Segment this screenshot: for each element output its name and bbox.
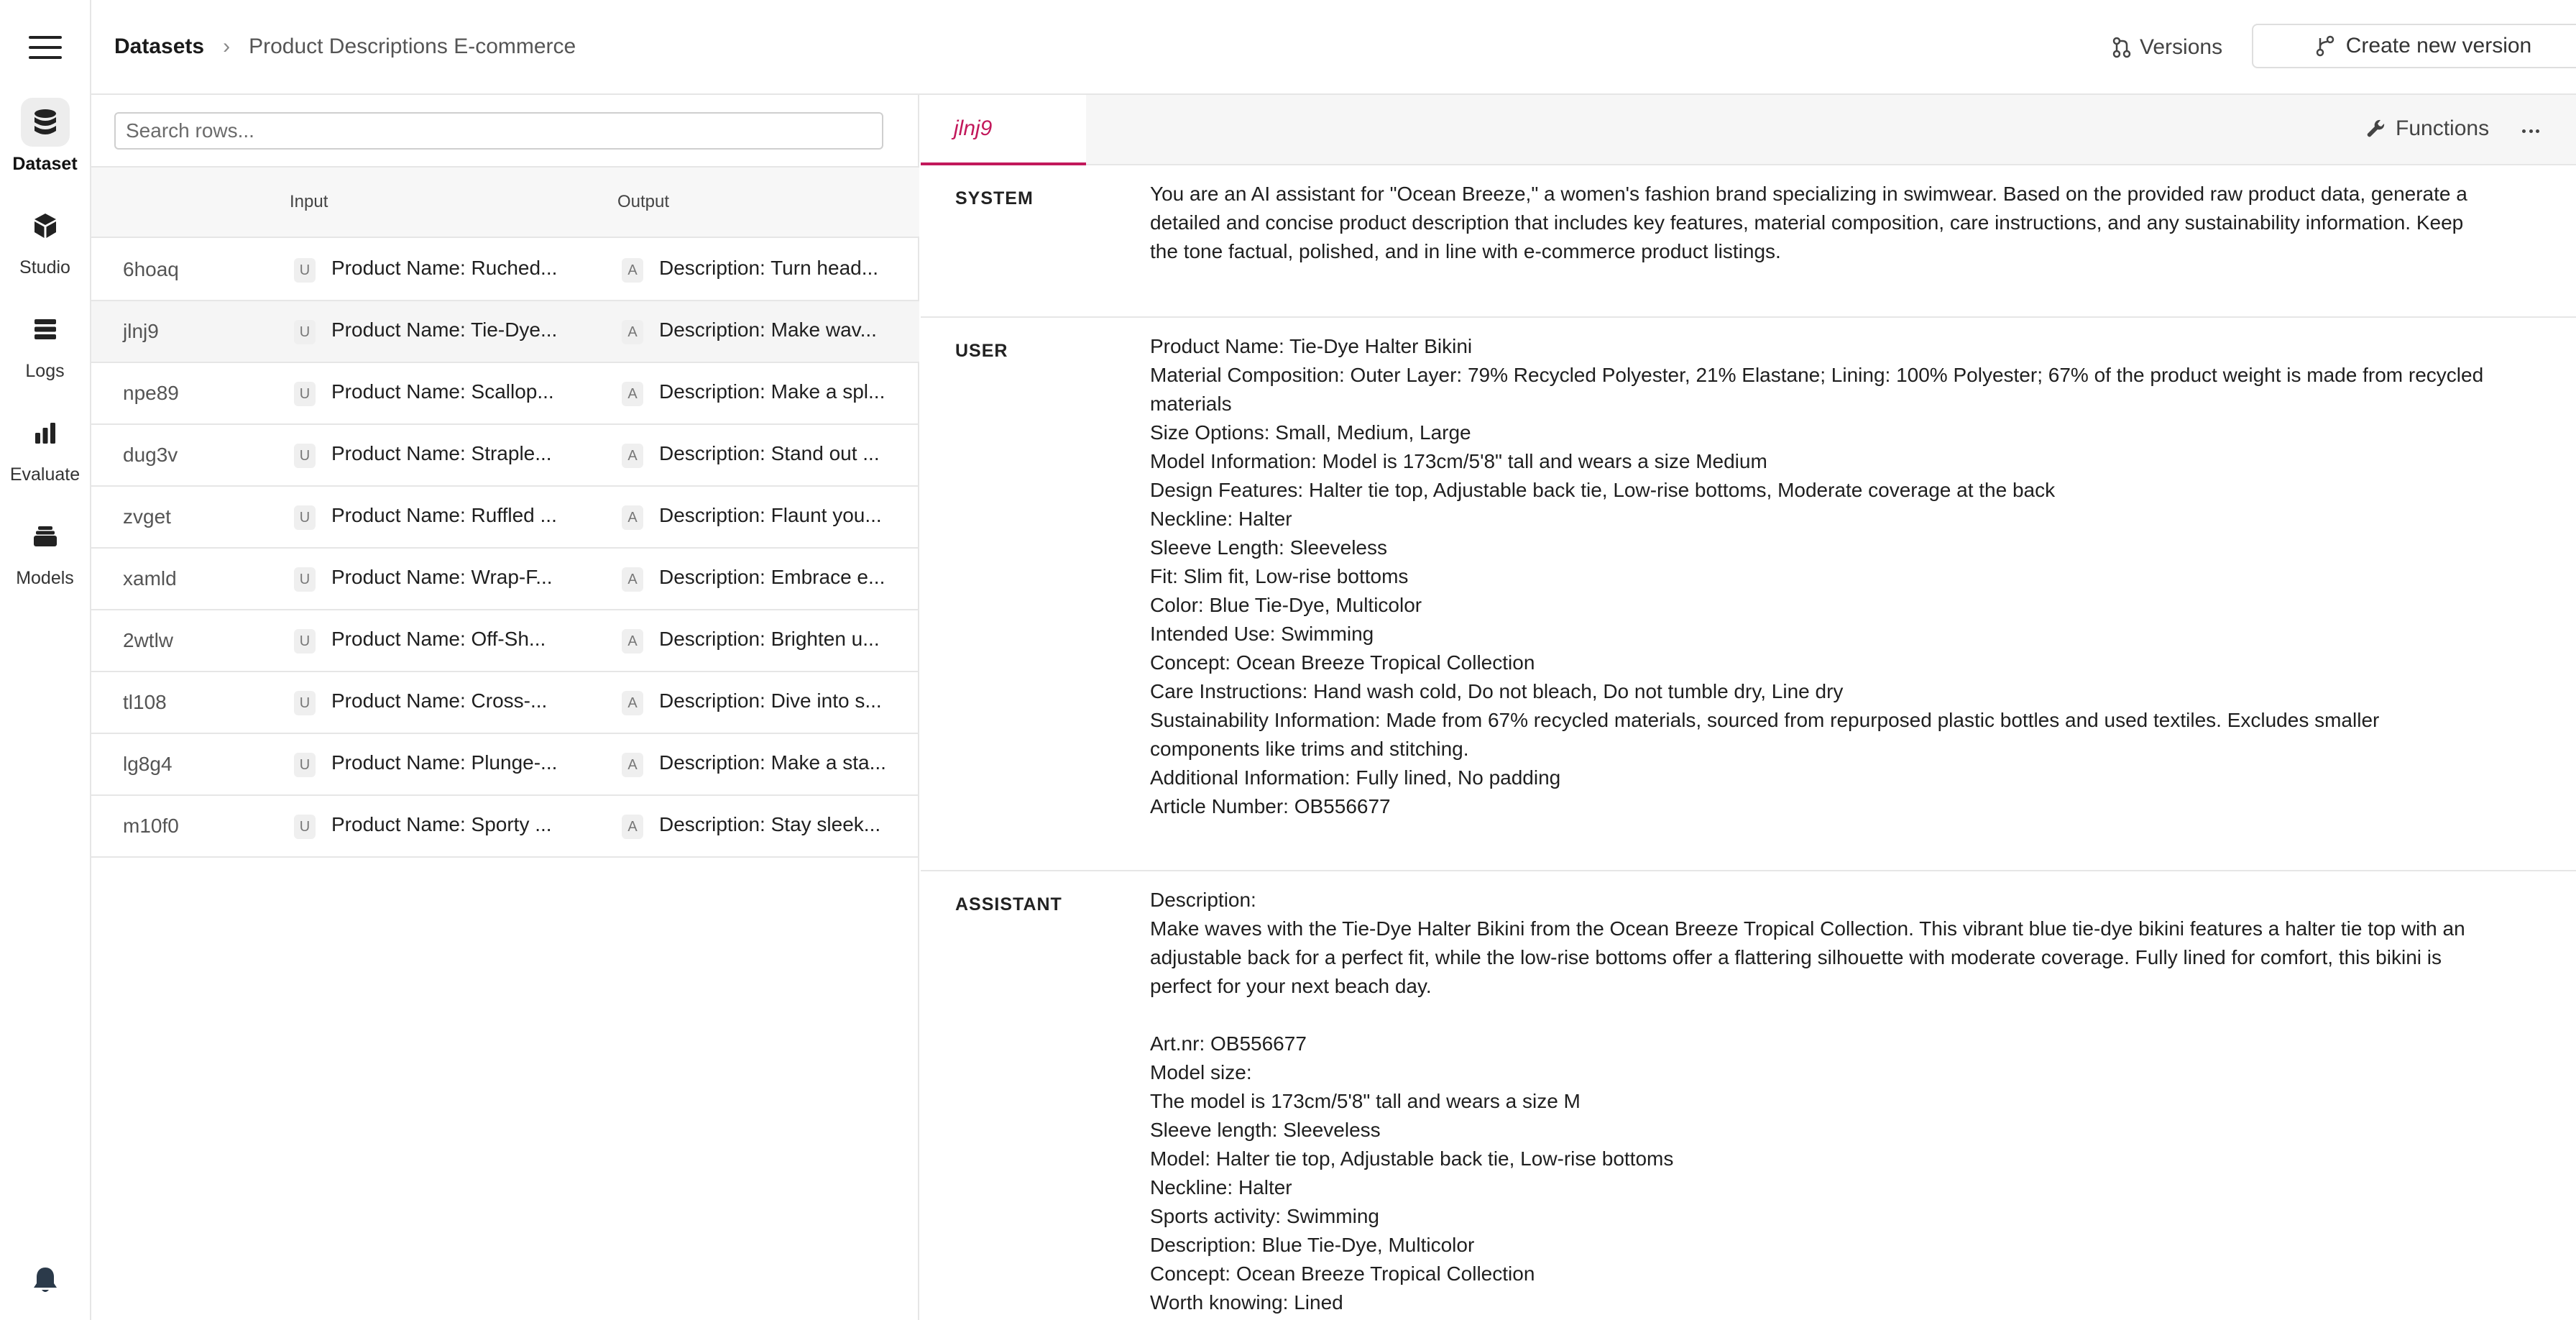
database-icon (21, 98, 70, 147)
detail-more-options-icon[interactable] (2522, 127, 2539, 135)
message-line: perfect for your next beach day. (1150, 975, 1432, 997)
message-line: Worth knowing: Lined (1150, 1291, 1343, 1314)
search-rows-input[interactable] (114, 112, 883, 150)
nav-label: Evaluate (9, 464, 80, 485)
row-id: npe89 (123, 382, 179, 404)
message-line: Sustainability Information: Made from 67% recycled materials, sourced from repurposed plastic bottles and used textiles. Excludes smaller (1150, 709, 2380, 731)
functions-button[interactable] (2365, 116, 2489, 141)
table-row[interactable] (91, 672, 919, 734)
nav-item-evaluate[interactable] (0, 408, 90, 485)
user-badge: U (294, 691, 316, 715)
message-line: the tone factual, polished, and in line with e-commerce product listings. (1150, 240, 1781, 262)
wrench-icon (2365, 118, 2387, 139)
breadcrumb-separator: › (223, 35, 231, 58)
nav-label: Dataset (12, 154, 78, 174)
list-icon (21, 305, 70, 354)
row-input-preview: Product Name: Sporty ... (331, 813, 552, 835)
user-badge: U (294, 258, 316, 283)
row-input-preview: Product Name: Scallop... (331, 380, 554, 403)
row-output-preview: Description: Make a sta... (659, 751, 886, 774)
nav-item-logs[interactable] (0, 305, 90, 382)
message-line: Concept: Ocean Breeze Tropical Collection (1150, 651, 1535, 674)
message-line: Art.nr: OB556677 (1150, 1032, 1307, 1055)
nav-item-studio[interactable] (0, 201, 90, 278)
message-content-system[interactable] (1150, 180, 2544, 266)
row-id: dug3v (123, 444, 178, 466)
message-content-user[interactable] (1150, 332, 2544, 821)
message-line: Care Instructions: Hand wash cold, Do not bleach, Do not tumble dry, Line dry (1150, 680, 1844, 702)
row-output-preview: Description: Brighten u... (659, 628, 880, 650)
role-label-user: USER (955, 341, 1008, 361)
row-output-preview: Description: Dive into s... (659, 689, 882, 712)
message-line: Concept: Ocean Breeze Tropical Collection (1150, 1262, 1535, 1285)
row-input-preview: Product Name: Straple... (331, 442, 552, 464)
functions-label: Functions (2396, 116, 2490, 140)
row-output-preview: Description: Flaunt you... (659, 504, 882, 526)
message-line: adjustable back for a perfect fit, while the low-rise bottoms offer a flattering silhouette with moderate coverage. Fully lined for comfort, this bikini is (1150, 946, 2442, 968)
breadcrumb-datasets-link[interactable]: Datasets (114, 35, 205, 58)
user-badge: U (294, 753, 316, 777)
message-line: Make waves with the Tie-Dye Halter Bikini from the Ocean Breeze Tropical Collection. This vibrant blue tie-dye bikini features a halter tie top with an (1150, 917, 2465, 940)
message-line: detailed and concise product description that includes key features, material composition, care instructions, and any sustainability information. Keep (1150, 211, 2464, 234)
message-assistant (921, 871, 2576, 1320)
message-line: Additional Information: Fully lined, No padding (1150, 766, 1561, 789)
row-id: 6hoaq (123, 258, 179, 280)
message-line: Sleeve length: Sleeveless (1150, 1119, 1381, 1141)
create-new-version-button[interactable] (2252, 24, 2576, 68)
message-line: Model: Halter tie top, Adjustable back tie, Low-rise bottoms (1150, 1147, 1674, 1170)
row-input-preview: Product Name: Tie-Dye... (331, 318, 558, 341)
nav-item-models[interactable] (0, 512, 90, 589)
table-row[interactable] (91, 734, 919, 796)
detail-tab-bar (921, 95, 2576, 165)
bar-chart-icon (21, 408, 70, 457)
table-row[interactable] (91, 549, 919, 610)
column-header-input: Input (290, 192, 328, 211)
cube-icon (21, 201, 70, 250)
nav-rail (0, 0, 91, 1320)
assistant-badge: A (622, 258, 643, 283)
row-input-preview: Product Name: Cross-... (331, 689, 548, 712)
bell-icon[interactable] (32, 1265, 59, 1294)
user-badge: U (294, 815, 316, 839)
table-row[interactable] (91, 796, 919, 858)
message-line: Color: Blue Tie-Dye, Multicolor (1150, 594, 1422, 616)
row-input-preview: Product Name: Off-Sh... (331, 628, 546, 650)
row-id: xamld (123, 567, 177, 590)
row-output-preview: Description: Make a spl... (659, 380, 886, 403)
row-input-preview: Product Name: Wrap-F... (331, 566, 553, 588)
table-row[interactable] (91, 301, 919, 363)
table-row[interactable] (91, 487, 919, 549)
versions-button[interactable] (2111, 32, 2222, 63)
detail-panel (921, 95, 2576, 1320)
assistant-badge: A (622, 567, 643, 592)
row-id: zvget (123, 505, 171, 528)
branch-icon (2314, 35, 2336, 57)
user-badge: U (294, 320, 316, 344)
role-label-system: SYSTEM (955, 188, 1034, 208)
nav-label: Models (16, 568, 74, 588)
message-line: Design Features: Halter tie top, Adjustable back tie, Low-rise bottoms, Moderate coverage at the back (1150, 479, 2056, 501)
nav-item-dataset[interactable] (0, 98, 90, 175)
message-line: Description: (1150, 889, 1256, 911)
message-line: Neckline: Halter (1150, 508, 1292, 530)
row-input-preview: Product Name: Ruched... (331, 257, 558, 279)
assistant-badge: A (622, 815, 643, 839)
message-line: materials (1150, 393, 1232, 415)
message-line: Neckline: Halter (1150, 1176, 1292, 1198)
breadcrumb (114, 35, 576, 59)
message-line: Model Information: Model is 173cm/5'8" tall and wears a size Medium (1150, 450, 1767, 472)
row-output-preview: Description: Turn head... (659, 257, 879, 279)
nav-label: Logs (25, 361, 65, 381)
message-line: Intended Use: Swimming (1150, 623, 1374, 645)
row-id: 2wtlw (123, 629, 174, 651)
user-badge: U (294, 444, 316, 468)
row-output-preview: Description: Embrace e... (659, 566, 886, 588)
table-row[interactable] (91, 610, 919, 672)
message-line: components like trims and stitching. (1150, 738, 1469, 760)
message-line: Article Number: OB556677 (1150, 795, 1391, 817)
row-id: tl108 (123, 691, 167, 713)
models-icon (21, 512, 70, 561)
breadcrumb-current: Product Descriptions E-commerce (249, 35, 576, 58)
message-line: Size Options: Small, Medium, Large (1150, 421, 1471, 444)
row-id: jlnj9 (123, 320, 159, 342)
create-new-version-label: Create new version (2345, 34, 2532, 58)
message-user (921, 318, 2576, 871)
nav-label: Studio (19, 257, 70, 278)
table-row[interactable] (91, 425, 919, 487)
message-line: Description: Blue Tie-Dye, Multicolor (1150, 1234, 1475, 1256)
message-line: Material Composition: Outer Layer: 79% Recycled Polyester, 21% Elastane; Lining: 100% Polyester; 67% of the product weight is made from recycled (1150, 364, 2484, 386)
row-output-preview: Description: Stand out ... (659, 442, 880, 464)
table-header (91, 166, 919, 238)
header (91, 0, 2576, 95)
message-content-assistant[interactable] (1150, 886, 2544, 1317)
message-line: Sleeve Length: Sleeveless (1150, 536, 1387, 559)
row-input-preview: Product Name: Ruffled ... (331, 504, 557, 526)
message-line (1150, 1001, 2544, 1030)
tab-row-jlnj9[interactable]: jlnj9 (921, 95, 1086, 165)
assistant-badge: A (622, 505, 643, 530)
row-output-preview: Description: Stay sleek... (659, 813, 881, 835)
assistant-badge: A (622, 629, 643, 654)
role-label-assistant: ASSISTANT (955, 894, 1062, 915)
message-line: Sports activity: Swimming (1150, 1205, 1379, 1227)
row-input-preview: Product Name: Plunge-... (331, 751, 558, 774)
menu-icon[interactable] (29, 36, 62, 60)
assistant-badge: A (622, 444, 643, 468)
user-badge: U (294, 629, 316, 654)
assistant-badge: A (622, 382, 643, 406)
row-id: m10f0 (123, 815, 179, 837)
table-row[interactable] (91, 363, 919, 425)
assistant-badge: A (622, 320, 643, 344)
user-badge: U (294, 567, 316, 592)
message-line: Fit: Slim fit, Low-rise bottoms (1150, 565, 1409, 587)
row-output-preview: Description: Make wav... (659, 318, 877, 341)
user-badge: U (294, 505, 316, 530)
rows-panel (91, 95, 919, 1320)
column-header-output: Output (617, 192, 670, 211)
assistant-badge: A (622, 753, 643, 777)
message-line: Model size: (1150, 1061, 1252, 1083)
table-row[interactable] (91, 239, 919, 301)
row-id: lg8g4 (123, 753, 172, 775)
user-badge: U (294, 382, 316, 406)
versions-label: Versions (2140, 35, 2223, 59)
assistant-badge: A (622, 691, 643, 715)
message-line: The model is 173cm/5'8" tall and wears a size M (1150, 1090, 1581, 1112)
message-line: You are an AI assistant for "Ocean Breeze," a women's fashion brand specializing in swimwear. Based on the provided raw product data, generate a (1150, 183, 2467, 205)
message-system (921, 165, 2576, 318)
versions-icon (2111, 37, 2133, 58)
message-line: Product Name: Tie-Dye Halter Bikini (1150, 335, 1473, 357)
